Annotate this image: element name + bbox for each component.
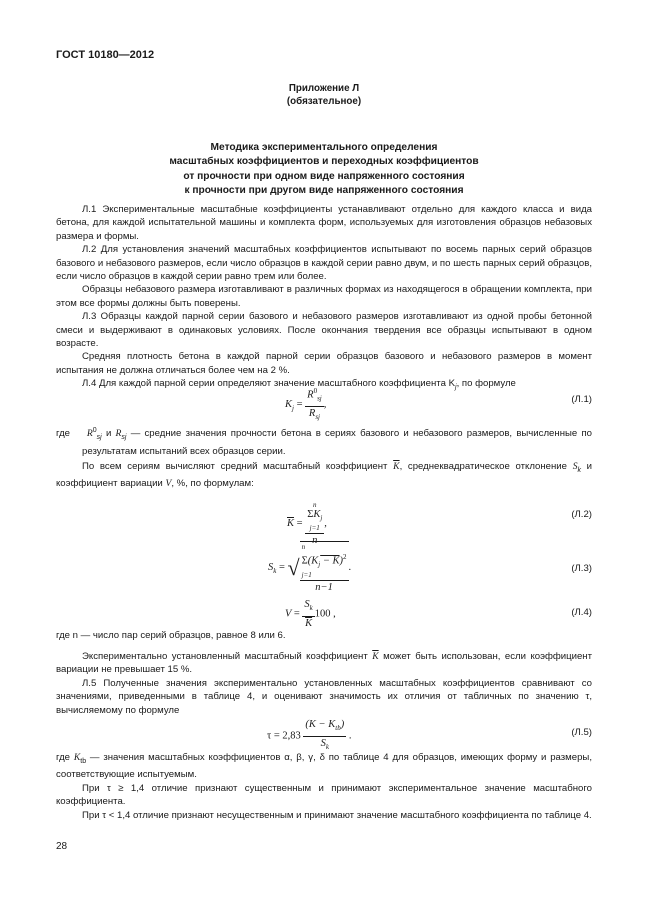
- k-usage-block: Экспериментально установленный масштабный коэффициент $\overline{K}$ может быть использован, если коэффициент вариации не превышает 15 %. Л.5 Полученные значения экспериментально установленных масштабных коэффициентов сравнивают со значениями, приведенными в таблице 4, и оценивают значимость их отличия от табличных по значению τ, вычисляемому по формуле: [56, 651, 593, 716]
- annex-status: (обязательное): [286, 96, 362, 107]
- equation-number-l5: (Л.5): [571, 727, 592, 738]
- equation-l5: τ = 2,83 $\frac{(K - K_{tb})}{S_k}$ .: [267, 719, 352, 751]
- title-line: от прочности при одном виде напряженного состояния: [183, 170, 465, 182]
- equation-number-l2: (Л.2): [571, 509, 592, 520]
- equation-l2: $\overline{K}$ = n $\Sigma K_j$ j=1 n ,: [287, 501, 327, 547]
- paragraph-l4: Л.4 Для каждой парной серии определяют значение масштабного коэффициента $K_j$, по формуле: [82, 378, 516, 392]
- equation-number-l3: (Л.3): [571, 563, 592, 574]
- paragraph-l3b: Средняя плотность бетона в каждой парной серии образцов базового и небазового размеров в момент испытания не должна отличаться более чем на 2 %.: [56, 351, 592, 376]
- stats-intro: По всем сериям вычисляют средний масштабный коэффициент $\overline{K}$, среднеквадратическое отклонение $S_k$ и коэффициент вариации V, %, по формулам:: [56, 461, 593, 490]
- annex-heading: [56, 82, 592, 108]
- paragraph-l1: Л.1 Экспериментальные масштабные коэффициенты устанавливают отдельно для каждого класса и вида бетона, для каждой испытательной машины и комплекта форм, используемых для изготовления образцов небазовых размера и формы.: [56, 204, 592, 242]
- page-number: 28: [56, 841, 68, 852]
- equation-l4: V = $\frac{S_k}{K}$ 100 ,: [285, 599, 336, 629]
- paragraph-l2b: Образцы небазового размера изготавливают в различных формах из находящегося в обращении комплекта, при этом все формы должны быть поверены.: [56, 284, 592, 309]
- title-line: Методика экспериментального определения: [210, 142, 438, 153]
- paragraph-tau-lt: При τ < 1,4 отличие признают несущественным и принимают значение масштабного коэффициента по таблице 4.: [82, 809, 592, 821]
- title-line: к прочности при другом виде напряженного состояния: [184, 184, 464, 196]
- paragraph-tau-ge: При τ ≥ 1,4 отличие признают существенным и принимают экспериментальное значение масштабного коэффициента.: [56, 782, 592, 808]
- paragraph-l3: Л.3 Образцы каждой парной серии базового и небазового размеров изготавливают из одной пробы бетонной смеси и выдерживают в одинаковых условиях. После окончания твердения все образцы испытывают в одном возрасте.: [56, 311, 592, 350]
- standard-header: ГОСТ 10180—2012: [56, 49, 155, 61]
- equation-l3: $S_k$ = √ n $\Sigma(K_j - K)^2$ j=1 n−1 .: [268, 543, 352, 593]
- paragraph-l2: Л.2 Для установления значений масштабных коэффициентов испытывают по восемь парных серий образцов базового и небазового размеров, если число образцов в каждой серии равно двум, и по шесть парных серий образцов, если число образцов в каждой серии равно трем или более.: [56, 244, 592, 283]
- equation-l1: $K_j$ = $\frac{R^0_{sj}}{R_{sj}}$ ,: [285, 387, 327, 422]
- body-block-1: [56, 203, 592, 395]
- where-n-definition: где n — число пар серий образцов, равное 8 или 6.: [56, 630, 286, 641]
- paragraph-l5: Л.5 Полученные значения экспериментально установленных масштабных коэффициентов сравнивают со значениями, приведенными в таблице 4, и оценивают значимость их отличия от табличных по значению τ, вычисляемому по формуле: [56, 677, 592, 716]
- equation-number-l1: (Л.1): [571, 394, 592, 405]
- section-title: [56, 141, 592, 198]
- annex-title: Приложение Л: [288, 83, 360, 94]
- equation-number-l4: (Л.4): [571, 607, 592, 618]
- title-line: масштабных коэффициентов и переходных коэффициентов: [169, 156, 479, 168]
- where-ktb-block: где $K_{tb}$ — значения масштабных коэффициентов α, β, γ, δ по таблице 4 для образцов, имеющих форму и размеры, соответствующие испытуемым. При τ ≥ 1,4 отличие признают существенным и принимают экспериментальное значение масштабного коэффициента. При τ < 1,4 отличие признают несущественным и принимают значение масштабного коэффициента по таблице 4.: [56, 752, 592, 821]
- where-r-definition: где $R^0_{sj}$ и $R_{sj}$ — средние значения прочности бетона в сериях базового и небазового размеров, вычисленные по результатам испытаний всех образцов серии.: [56, 427, 592, 457]
